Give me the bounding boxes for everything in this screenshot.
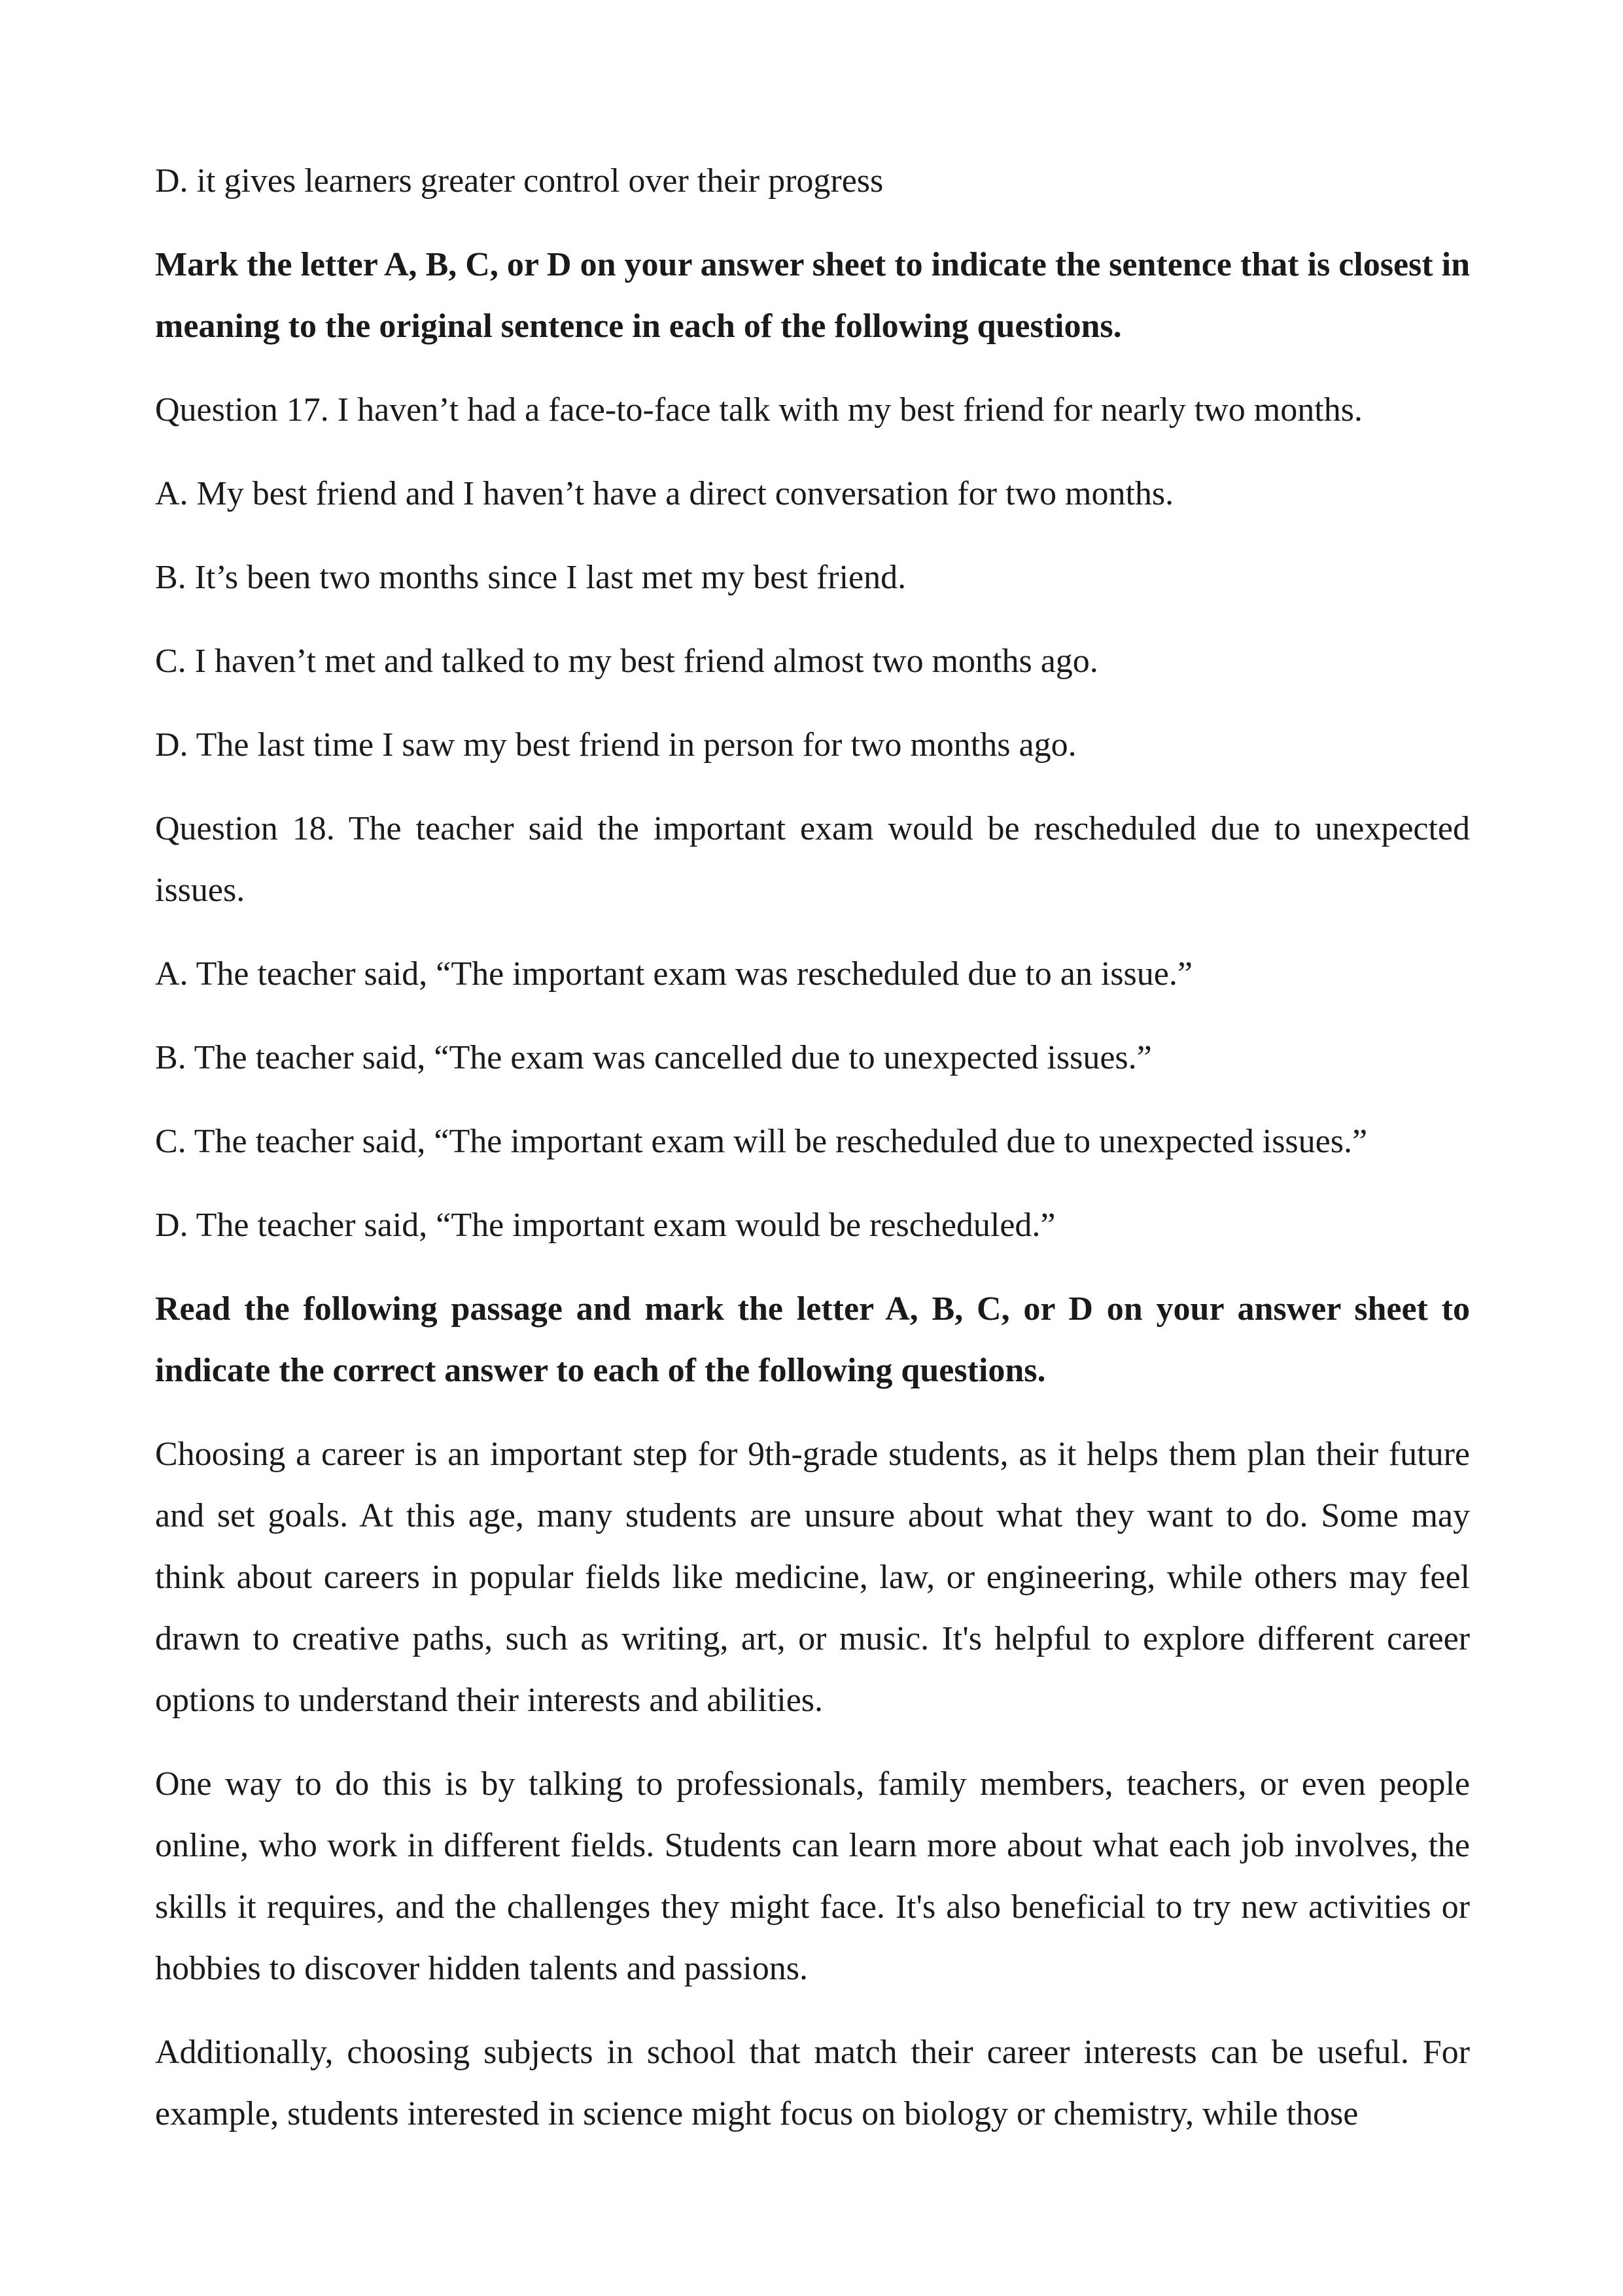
q18-option-c: C. The teacher said, “The important exam will be rescheduled due to unexpected issues.” xyxy=(155,1123,1368,1160)
instruction-reading-passage: Read the following passage and mark the letter A, B, C, or D on your answer sheet to indicate the correct answer to each of the following questions. xyxy=(155,1290,1470,1389)
passage-paragraph-1: Choosing a career is an important step for 9th-grade students, as it helps them plan their future and set goals. At this age, many students are unsure about what they want to do. Some may think about careers in popular fields like medicine, law, or engineering, while others may feel drawn to creative paths, such as writing, art, or music. It's helpful to explore different career options to understand their interests and abilities. xyxy=(155,1436,1470,1719)
q17-option-b: B. It’s been two months since I last met my best friend. xyxy=(155,559,907,596)
passage-paragraph-3: Additionally, choosing subjects in school that match their career interests can be useful. For example, students interested in science might focus on biology or chemistry, while those xyxy=(155,2034,1470,2132)
q18-option-a: A. The teacher said, “The important exam was rescheduled due to an issue.” xyxy=(155,955,1193,993)
q18-stem: Question 18. The teacher said the important exam would be rescheduled due to unexpected issues. xyxy=(155,810,1470,909)
q17-option-d: D. The last time I saw my best friend in person for two months ago. xyxy=(155,726,1077,764)
q18-option-b: B. The teacher said, “The exam was cancelled due to unexpected issues.” xyxy=(155,1039,1152,1076)
page-content xyxy=(155,150,1470,2145)
q17-option-c: C. I haven’t met and talked to my best friend almost two months ago. xyxy=(155,643,1098,680)
q17-option-a: A. My best friend and I haven’t have a direct conversation for two months. xyxy=(155,475,1174,512)
passage-paragraph-2: One way to do this is by talking to professionals, family members, teachers, or even people online, who work in different fields. Students can learn more about what each job involves, the skills it requires, and the challenges they might face. It's also beneficial to try new activities or hobbies to discover hidden talents and passions. xyxy=(155,1765,1470,1987)
instruction-closest-meaning: Mark the letter A, B, C, or D on your answer sheet to indicate the sentence that is closest in meaning to the original sentence in each of the following questions. xyxy=(155,246,1470,345)
q17-stem: Question 17. I haven’t had a face-to-face talk with my best friend for nearly two months. xyxy=(155,391,1363,429)
q16-option-d: D. it gives learners greater control over their progress xyxy=(155,162,884,200)
q18-option-d: D. The teacher said, “The important exam would be rescheduled.” xyxy=(155,1207,1056,1244)
